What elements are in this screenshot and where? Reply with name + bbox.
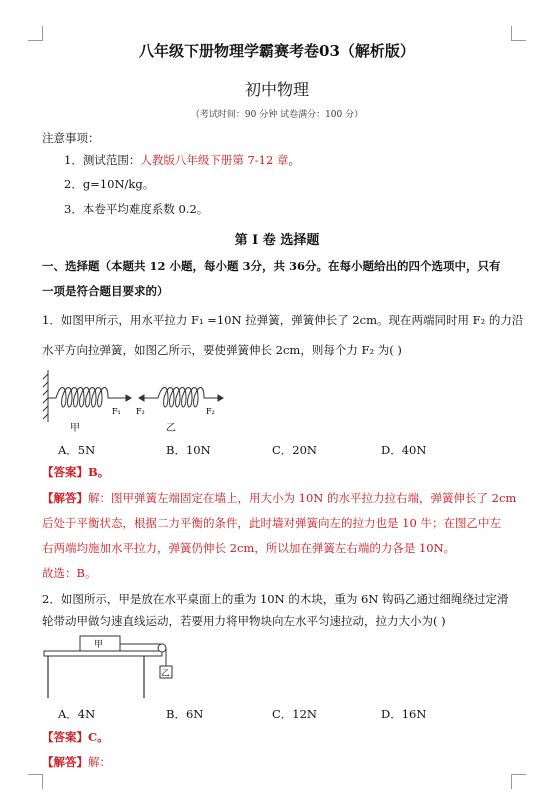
label-f2-right: F₂ [206, 407, 215, 416]
q2-line-2: 轮带动甲做匀速直线运动，若要用力将甲物块向左水平匀速拉动，拉力大小为( ) [42, 614, 446, 628]
q1-line-1: 1．如图甲所示，用水平拉力 F₁ =10N 拉弹簧，弹簧伸长了 2cm。现在两端同时用 F₂ 的力沿 [42, 313, 524, 327]
crop-mark [511, 774, 526, 789]
q1-analysis-1 [42, 489, 516, 507]
q2-answer: 【答案】C。 [42, 730, 109, 744]
label-f2-left: F₂ [136, 407, 145, 416]
arrow-f2-left [139, 395, 152, 401]
block-jia-label: 甲 [94, 640, 104, 650]
note-highlight: 人教版八年级下册第 7-12 章 [140, 153, 289, 167]
q1-conclusion: 故选：B。 [42, 566, 97, 580]
q1-analysis-2: 后处于平衡状态，根据二力平衡的条件，此时墙对弹簧向左的拉力也是 10 牛；在图乙中左 [42, 516, 501, 530]
q1-option-b: B．10N [166, 443, 211, 457]
q2-line-1: 2．如图所示，甲是放在水平桌面上的重为 10N 的木块，重为 6N 钩码乙通过细绳绕过定滑 [42, 592, 509, 606]
q1-line-2: 水平方向拉弹簧，如图乙所示，要使弹簧伸长 2cm，则每个力 F₂ 为( ) [42, 343, 402, 357]
wall [43, 370, 48, 422]
analysis-label: 【解答】 [42, 755, 88, 769]
pulley [158, 644, 166, 652]
note-item-2: 2．g=10N/kg。 [64, 177, 155, 191]
q2-figure [44, 632, 184, 702]
q2-option-c: C．12N [272, 707, 317, 721]
analysis-text: 解：图甲弹簧左端固定在墙上，用大小为 10N 的水平拉力拉右端，弹簧伸长了 2cm [88, 491, 517, 505]
figure-label-jia: 甲 [70, 423, 80, 434]
crop-mark [511, 26, 526, 41]
figure-label-yi: 乙 [166, 423, 176, 434]
notes-heading: 注意事项： [42, 131, 100, 145]
crop-mark [28, 774, 43, 789]
subject-title: 初中物理 [244, 80, 309, 99]
q1-answer: 【答案】B。 [42, 465, 110, 479]
analysis-text: 解： [88, 755, 111, 769]
note-item-1 [64, 151, 300, 169]
label-f1: F₁ [112, 407, 121, 416]
q2-analysis [42, 753, 111, 771]
note-item-3: 3．本卷平均难度系数 0.2。 [64, 202, 209, 216]
section-title: 第 I 卷 选择题 [234, 233, 320, 248]
q1-option-d: D．40N [381, 443, 427, 457]
q1-analysis-3: 右两端均施加水平拉力，弹簧仍伸长 2cm，所以加在弹簧左右端的力各是 10N。 [42, 541, 456, 555]
exam-meta: （考试时间：90 分钟 试卷满分：100 分） [190, 110, 364, 120]
page-title: 八年级下册物理学霸赛考卷03（解析版） [139, 42, 415, 60]
q2-option-a: A．4N [58, 707, 96, 721]
arrow-f2-right [210, 395, 223, 401]
spring-yi [152, 388, 210, 408]
q2-option-d: D．16N [381, 707, 427, 721]
q1-figure [40, 368, 240, 428]
arrow-f1 [116, 395, 131, 401]
table-top [44, 651, 162, 656]
spring-jia [48, 388, 116, 408]
q1-option-a: A．5N [58, 443, 96, 457]
note-suffix: 。 [288, 153, 300, 167]
section-instruction-1: 一、选择题（本题共 12 小题，每小题 3分，共 36分。在每小题给出的四个选项中，只有 [42, 259, 501, 273]
analysis-label: 【解答】 [42, 491, 88, 505]
weight-yi-label: 乙 [161, 668, 170, 678]
q2-option-b: B．6N [166, 707, 204, 721]
crop-mark [28, 26, 43, 41]
note-prefix: 1．测试范围： [64, 153, 141, 167]
section-instruction-2: 一项是符合题目要求的） [42, 284, 169, 298]
q1-option-c: C．20N [272, 443, 317, 457]
